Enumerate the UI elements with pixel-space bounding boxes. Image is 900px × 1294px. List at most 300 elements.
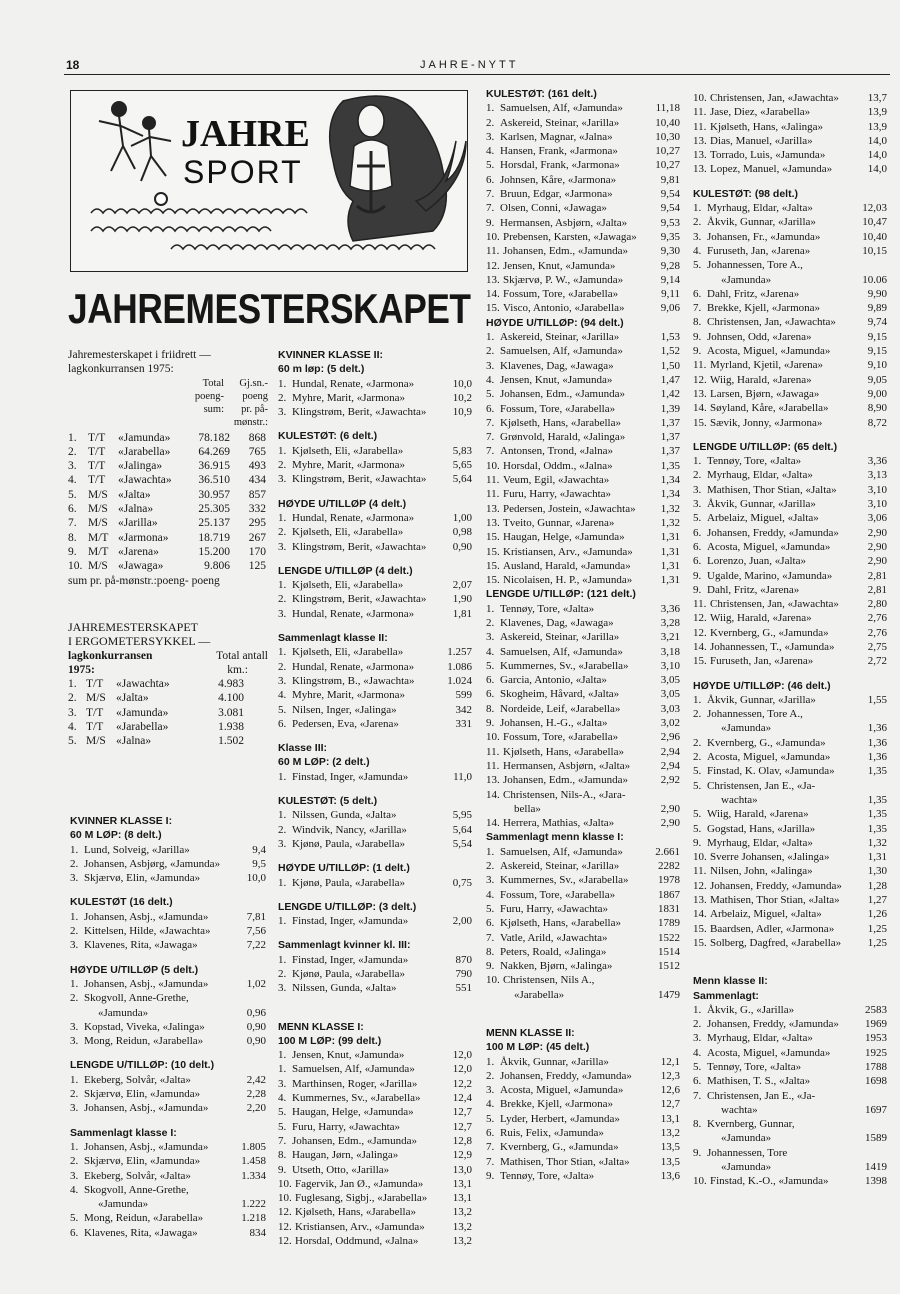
result-value: 13,2	[452, 1220, 472, 1233]
result-name: Mathisen, T. S., «Jalta»	[707, 1075, 811, 1088]
result-rank: 6.	[486, 674, 495, 687]
result-name: Johannessen, Tore A.,	[707, 708, 803, 721]
result-value: 790	[455, 967, 472, 980]
result-rank: 8.	[486, 702, 495, 715]
result-name: Horsdal, Frank, «Jarmona»	[500, 159, 620, 172]
result-value: 2,42	[246, 1073, 266, 1086]
result-name: Åkvik, Gunnar, «Jarilla»	[707, 693, 816, 706]
result-name: Vatle, Arild, «Jawachta»	[500, 931, 608, 944]
result-row	[278, 703, 472, 717]
section-heading: HØYDE U/TILLØP: (94 delt.)	[486, 316, 624, 329]
result-name: Wiig, Harald, «Jarena»	[710, 373, 812, 386]
result-value: 10,0	[246, 872, 266, 885]
result-rank: 15.	[486, 559, 500, 572]
result-rank: 11.	[486, 759, 500, 772]
result-name: Finstad, K.-O., «Jamunda»	[710, 1175, 829, 1188]
result-name: Johansen, Asbjørg, «Jamunda»	[84, 857, 221, 870]
result-name: Kjølseth, Eli, «Jarabella»	[292, 444, 404, 457]
result-rank: 2.	[278, 967, 287, 980]
result-value: 1,39	[660, 402, 680, 415]
result-rank: 2.	[486, 860, 495, 873]
result-row	[278, 823, 472, 837]
result-value: 599	[455, 689, 472, 702]
result-rank: 4.	[486, 645, 495, 658]
result-value: 3,36	[660, 602, 680, 615]
result-value: 1,32	[660, 502, 680, 515]
result-rank: 14.	[693, 908, 707, 921]
intro-team-cell: 857	[248, 488, 266, 501]
result-name: Johansen, Fr., «Jamunda»	[707, 230, 821, 243]
result-value: 2,90	[660, 817, 680, 830]
result-rank: 12.	[693, 879, 707, 892]
result-value: 2,81	[867, 583, 887, 596]
result-rank: 13.	[486, 273, 500, 286]
result-name: Hundal, Renate, «Jarmona»	[292, 377, 415, 390]
result-name: Fossum, Tore, «Jarabella»	[500, 888, 616, 901]
result-name: Skogvoll, Anne-Grethe,	[84, 1183, 189, 1196]
result-value: 1,31	[660, 574, 680, 587]
result-value: 1,28	[867, 879, 887, 892]
section-heading: 60 m løp: (5 delt.)	[278, 363, 365, 376]
result-rank: 10.	[486, 731, 500, 744]
result-row	[693, 344, 887, 358]
result-value: 10,30	[655, 130, 680, 143]
result-row	[486, 387, 680, 401]
result-name: Kjønø, Paula, «Jarabella»	[292, 837, 406, 850]
intro-team-cell: 267	[248, 531, 266, 544]
result-rank: 13.	[693, 163, 707, 176]
result-row	[486, 287, 680, 301]
result-rank: 11.	[693, 120, 707, 133]
intro-team-row	[68, 488, 268, 502]
result-value: 9,54	[660, 202, 680, 215]
result-row	[70, 1140, 266, 1154]
result-row	[278, 914, 472, 928]
section-heading: HØYDE U/TILLØP: (46 delt.)	[693, 679, 831, 692]
result-row	[693, 120, 887, 134]
ergo-team-cell: 4.	[68, 721, 77, 734]
intro-header-cell: poeng	[242, 390, 268, 402]
result-value: 12,03	[862, 202, 887, 215]
intro-team-cell: T/T	[88, 460, 106, 473]
result-name: Askereid, Steinar, «Jarilla»	[500, 331, 620, 344]
result-row	[70, 1226, 266, 1240]
result-name: Klingstrøm, B., «Jawachta»	[292, 674, 415, 687]
result-rank: 3.	[278, 540, 287, 553]
result-row	[70, 977, 266, 991]
result-rank: 13.	[693, 894, 707, 907]
result-name: Johansen, Edm., «Jamunda»	[503, 245, 628, 258]
result-name: Johansen, Freddy, «Jamunda»	[710, 879, 842, 892]
result-row	[693, 1089, 887, 1103]
result-rank: 4.	[278, 1092, 287, 1105]
result-row	[70, 857, 266, 871]
intro-team-cell: 64.269	[198, 445, 230, 458]
result-name: Nakken, Bjørn, «Jalinga»	[500, 960, 613, 973]
result-rank: 5.	[693, 1061, 702, 1073]
result-value: 9,15	[867, 345, 887, 358]
result-rank: 15.	[486, 531, 500, 544]
result-value: 14,0	[867, 134, 887, 147]
result-name: Visco, Antonio, «Jarabella»	[503, 302, 625, 315]
result-rank: 7.	[486, 416, 495, 429]
result-row	[278, 1120, 472, 1134]
section-heading: HØYDE U/TILLØP (4 delt.)	[278, 497, 407, 510]
result-row-continued	[693, 1103, 887, 1117]
result-row	[486, 673, 680, 687]
result-value: 5,95	[452, 809, 472, 822]
intro-team-cell: 434	[248, 474, 266, 487]
result-row	[278, 660, 472, 674]
result-row	[486, 816, 680, 830]
result-rank: 2.	[70, 857, 79, 870]
intro-team-cell: M/T	[88, 545, 109, 558]
result-row	[486, 845, 680, 859]
result-value: 5,83	[452, 444, 472, 457]
result-row	[278, 1105, 472, 1119]
intro-header-cell: Total	[202, 377, 224, 389]
result-value: 1.257	[447, 646, 472, 659]
result-name: Kjølseth, Eli, «Jarabella»	[292, 646, 404, 659]
result-row	[70, 843, 266, 857]
result-value: 1,35	[867, 808, 887, 821]
result-name: Furu, Harry, «Jawachta»	[292, 1120, 401, 1133]
intro-header-row	[178, 403, 268, 416]
result-row	[693, 779, 887, 793]
ergo-team-row	[68, 734, 268, 748]
result-name: Johansen, Freddy, «Jamunda»	[707, 526, 839, 539]
result-rank: 1.	[278, 915, 287, 928]
result-value: 1,34	[660, 488, 680, 501]
result-name: Myhre, Marit, «Jarmona»	[292, 459, 406, 472]
result-rank: 2.	[70, 1155, 79, 1168]
result-rank: 9.	[693, 1146, 702, 1159]
result-name: Furu, Harry, «Jawachta»	[500, 902, 609, 915]
result-name: Kjølseth, Hans, «Jarabella»	[295, 1206, 416, 1219]
result-name: Myrhaug, Eldar, «Jalta»	[707, 202, 813, 215]
result-value: 8,90	[867, 402, 887, 415]
result-row	[278, 1062, 472, 1076]
result-row	[693, 454, 887, 468]
result-value: 2,00	[452, 915, 472, 928]
result-row	[278, 607, 472, 621]
result-rank: 13.	[486, 774, 500, 787]
result-rank: 5.	[486, 159, 495, 172]
result-name: Mong, Reidun, «Jarabella»	[84, 1035, 204, 1048]
result-name: Nicolaisen, H. P., «Jamunda»	[503, 574, 633, 587]
intro-team-cell: M/S	[88, 488, 108, 501]
result-row	[693, 654, 887, 668]
result-rank: 5.	[278, 1106, 287, 1119]
intro-header-row	[178, 416, 268, 429]
result-rank: 14.	[693, 402, 707, 415]
ergo-team-cell: T/T	[86, 721, 104, 734]
result-row	[486, 702, 680, 716]
result-row	[486, 344, 680, 358]
result-value: 10,15	[862, 244, 887, 257]
result-name: Dahl, Fritz, «Jarena»	[707, 287, 800, 300]
result-row	[278, 808, 472, 822]
result-name: Acosta, Miguel, «Jamunda»	[707, 751, 831, 764]
result-value: 9,90	[867, 287, 887, 300]
result-name: Kvernberg, G., «Jamunda»	[707, 736, 826, 749]
result-rank: 5.	[486, 902, 495, 915]
result-rank: 9.	[486, 1169, 495, 1182]
result-name: Antonsen, Trond, «Jalna»	[500, 445, 614, 458]
result-rank: 1.	[278, 1049, 287, 1062]
result-row	[486, 645, 680, 659]
ergo-team-cell: 3.081	[218, 706, 244, 719]
intro-team-cell: «Jalna»	[118, 503, 154, 516]
result-value: 1512	[658, 960, 680, 973]
result-name: Kopstad, Viveka, «Jalinga»	[84, 1020, 205, 1033]
result-row	[70, 1211, 266, 1225]
result-value: 13,1	[452, 1192, 472, 1205]
result-value: 10.06	[862, 273, 887, 286]
result-value: 3,06	[867, 512, 887, 525]
result-value: 1,34	[660, 474, 680, 487]
result-rank: 6.	[486, 173, 495, 186]
result-rank: 2.	[70, 925, 79, 938]
result-rank: 1.	[693, 693, 702, 706]
result-name: Klingstrøm, Berit, «Jawachta»	[292, 406, 427, 419]
result-name: Myhre, Marit, «Jarmona»	[292, 689, 406, 702]
intro-team-cell: 3.	[68, 460, 77, 473]
result-name: Finstad, Inger, «Jamunda»	[292, 915, 409, 928]
result-row	[70, 1034, 266, 1048]
result-value: 2,76	[867, 626, 887, 639]
result-rank: 2.	[278, 391, 287, 404]
result-rank: 7.	[486, 202, 495, 215]
ergo-sub-1-right: Total antall	[216, 649, 268, 662]
result-row	[693, 554, 887, 568]
result-value: 0,90	[452, 540, 472, 553]
result-row	[70, 1183, 266, 1197]
result-value: 3,10	[867, 483, 887, 496]
result-rank: 9.	[486, 216, 495, 229]
result-value: 1,35	[660, 459, 680, 472]
section-heading: HØYDE U/TILLØP: (1 delt.)	[278, 862, 410, 875]
result-value: 9,05	[867, 373, 887, 386]
result-row	[693, 836, 887, 850]
result-row	[278, 472, 472, 486]
intro-team-cell: 10.	[68, 560, 83, 573]
result-name: Solberg, Dagfred, «Jarabella»	[710, 936, 842, 949]
result-row	[70, 871, 266, 885]
result-rank: 2.	[278, 593, 287, 606]
result-name: Jensen, Knut, «Jamunda»	[292, 1049, 405, 1062]
result-name: Peters, Roald, «Jalinga»	[500, 945, 607, 958]
result-value: 13,7	[867, 92, 887, 104]
result-row	[693, 134, 887, 148]
result-rank: 1.	[278, 377, 287, 390]
result-rank: 10.	[486, 459, 500, 472]
result-name: Hundal, Renate, «Jarmona»	[292, 511, 415, 524]
result-name: Skogheim, Håvard, «Jalta»	[500, 688, 620, 701]
result-value: 3,21	[660, 631, 680, 644]
result-rank: 9.	[693, 345, 702, 358]
result-name: Torrado, Luis, «Jamunda»	[710, 149, 826, 162]
result-rank: 1.	[70, 977, 79, 990]
result-rank: 6.	[486, 917, 495, 930]
intro-team-row	[68, 459, 268, 473]
result-value: 1,55	[867, 693, 887, 706]
logo-word-jahre: JAHRE	[181, 113, 310, 155]
result-name: Finstad, Inger, «Jamunda»	[292, 953, 409, 966]
section-heading: MENN KLASSE I:	[278, 1020, 364, 1033]
result-value: 7,81	[246, 910, 266, 923]
result-name: Tveito, Gunnar, «Jarena»	[503, 516, 615, 529]
result-name: Dias, Manuel, «Jarilla»	[710, 134, 813, 147]
result-row	[693, 373, 887, 387]
result-value: 1,25	[867, 936, 887, 949]
result-value: 2,28	[246, 1088, 266, 1101]
result-row	[693, 148, 887, 162]
result-value: 1697	[865, 1103, 887, 1116]
result-name: Olsen, Conni, «Jawaga»	[500, 202, 607, 215]
result-rank: 1.	[278, 770, 287, 783]
result-row	[693, 922, 887, 936]
result-rank: 12.	[693, 612, 707, 625]
result-name: Christensen, Jan, «Jawachta»	[707, 316, 836, 329]
result-row	[278, 405, 472, 419]
intro-team-cell: «Jarena»	[118, 545, 159, 558]
result-name: Christensen, Jan E., «Ja-	[707, 1089, 816, 1102]
intro-header-cell: poeng-	[194, 390, 224, 402]
result-row	[486, 144, 680, 158]
result-value: 9,30	[660, 245, 680, 258]
result-row	[278, 1148, 472, 1162]
result-rank: 3.	[70, 1102, 79, 1115]
result-row-continued	[486, 988, 680, 1002]
result-name: Mathisen, Thor Stian, «Jalta»	[500, 1155, 630, 1168]
result-row	[693, 330, 887, 344]
results-column-1	[70, 790, 266, 1240]
result-row	[486, 1169, 680, 1183]
result-name: Klavenes, Dag, «Jawaga»	[500, 359, 614, 372]
intro-team-row	[68, 559, 268, 573]
result-rank: 5.	[693, 808, 702, 821]
intro-team-cell: 8.	[68, 531, 77, 544]
result-rank: 5.	[278, 1120, 287, 1133]
result-name: Lorenzo, Juan, «Jalta»	[707, 555, 806, 568]
result-value: 1,31	[660, 545, 680, 558]
result-name: Johannessen, T., «Jamunda»	[710, 640, 835, 653]
result-value: 10,27	[655, 159, 680, 172]
intro-team-cell: 4.	[68, 474, 77, 487]
result-value: 1,27	[867, 894, 887, 907]
result-rank: 15.	[693, 655, 707, 668]
result-rank: 5.	[693, 259, 702, 272]
result-rank: 2.	[693, 736, 702, 749]
result-row	[693, 611, 887, 625]
ergo-team-row	[68, 720, 268, 734]
result-row	[693, 893, 887, 907]
result-row	[486, 473, 680, 487]
result-rank: 1.	[70, 843, 79, 856]
result-row	[486, 788, 680, 802]
result-name: Åkvik, Gunnar, «Jarilla»	[500, 1055, 609, 1068]
result-rank: 8.	[693, 1118, 702, 1131]
result-row	[278, 981, 472, 995]
result-name: Jensen, Knut, «Jamunda»	[500, 373, 613, 386]
result-value: 1398	[865, 1175, 887, 1188]
result-value: 3,02	[660, 717, 680, 730]
result-value: 1.334	[241, 1169, 266, 1182]
intro-team-cell: 9.806	[204, 560, 230, 573]
section-heading: Sammenlagt menn klasse I:	[486, 831, 624, 844]
result-value: 1,37	[660, 445, 680, 458]
result-value: 2,94	[660, 759, 680, 772]
ergo-table	[68, 677, 268, 748]
result-value: 9,28	[660, 259, 680, 272]
result-value: 1953	[865, 1032, 887, 1045]
section-heading: KULESTØT (16 delt.)	[70, 896, 173, 909]
result-row	[278, 1091, 472, 1105]
result-row	[693, 583, 887, 597]
result-rank: 4.	[70, 1183, 79, 1196]
result-row	[486, 1155, 680, 1169]
result-value: 1,00	[452, 511, 472, 524]
result-row	[278, 377, 472, 391]
section-heading: 60 M LØP: (2 delt.)	[278, 756, 370, 769]
result-row	[693, 626, 887, 640]
ergo-team-cell: T/T	[86, 678, 104, 691]
result-name: Kvernberg, Gunnar,	[707, 1118, 795, 1131]
intro-team-cell: 36.510	[198, 474, 230, 487]
result-row	[486, 730, 680, 744]
result-rank: 5.	[278, 703, 287, 716]
result-row	[486, 230, 680, 244]
result-value: 1831	[658, 902, 680, 915]
intro-team-cell: 30.957	[198, 488, 230, 501]
result-value: 1,25	[867, 922, 887, 935]
result-rank: 10.	[693, 92, 707, 104]
result-name: Tennøy, Tore, «Jalta»	[707, 455, 802, 468]
result-rank: 4.	[693, 244, 702, 257]
result-row	[693, 258, 887, 272]
result-value: 13,6	[660, 1169, 680, 1182]
result-rank: 2.	[693, 1018, 702, 1031]
result-rank: 5.	[693, 512, 702, 525]
result-name: Klingstrøm, Berit, «Jawachta»	[292, 593, 427, 606]
result-value: 12,9	[452, 1149, 472, 1162]
intro-team-row	[68, 431, 268, 445]
result-name: Lund, Solveig, «Jarilla»	[84, 843, 190, 856]
intro-team-cell: 6.	[68, 503, 77, 516]
result-rank: 11.	[693, 106, 707, 119]
result-row	[693, 230, 887, 244]
intro-text-1: Jahremesterskapet i friidrett —	[68, 349, 211, 361]
result-rank: 6.	[486, 688, 495, 701]
result-row	[486, 559, 680, 573]
intro-team-cell: T/T	[88, 431, 106, 444]
result-name: Johansen, Edm., «Jamunda»	[292, 1134, 417, 1147]
result-name: Ruis, Felix, «Jamunda»	[500, 1127, 604, 1140]
result-value: 331	[455, 717, 472, 730]
result-name: Kvernberg, G., «Jamunda»	[500, 1141, 619, 1154]
result-value: 13,5	[660, 1141, 680, 1154]
result-name: Skjærvø, Elin, «Jamunda»	[84, 1155, 201, 1168]
intro-header-cell	[178, 416, 224, 429]
result-value: 870	[455, 953, 472, 966]
result-row	[70, 938, 266, 952]
intro-team-cell: «Jamunda»	[118, 431, 171, 444]
result-rank: 2.	[278, 459, 287, 472]
result-row	[486, 973, 680, 987]
result-value: 1925	[865, 1046, 887, 1059]
result-row	[693, 1017, 887, 1031]
